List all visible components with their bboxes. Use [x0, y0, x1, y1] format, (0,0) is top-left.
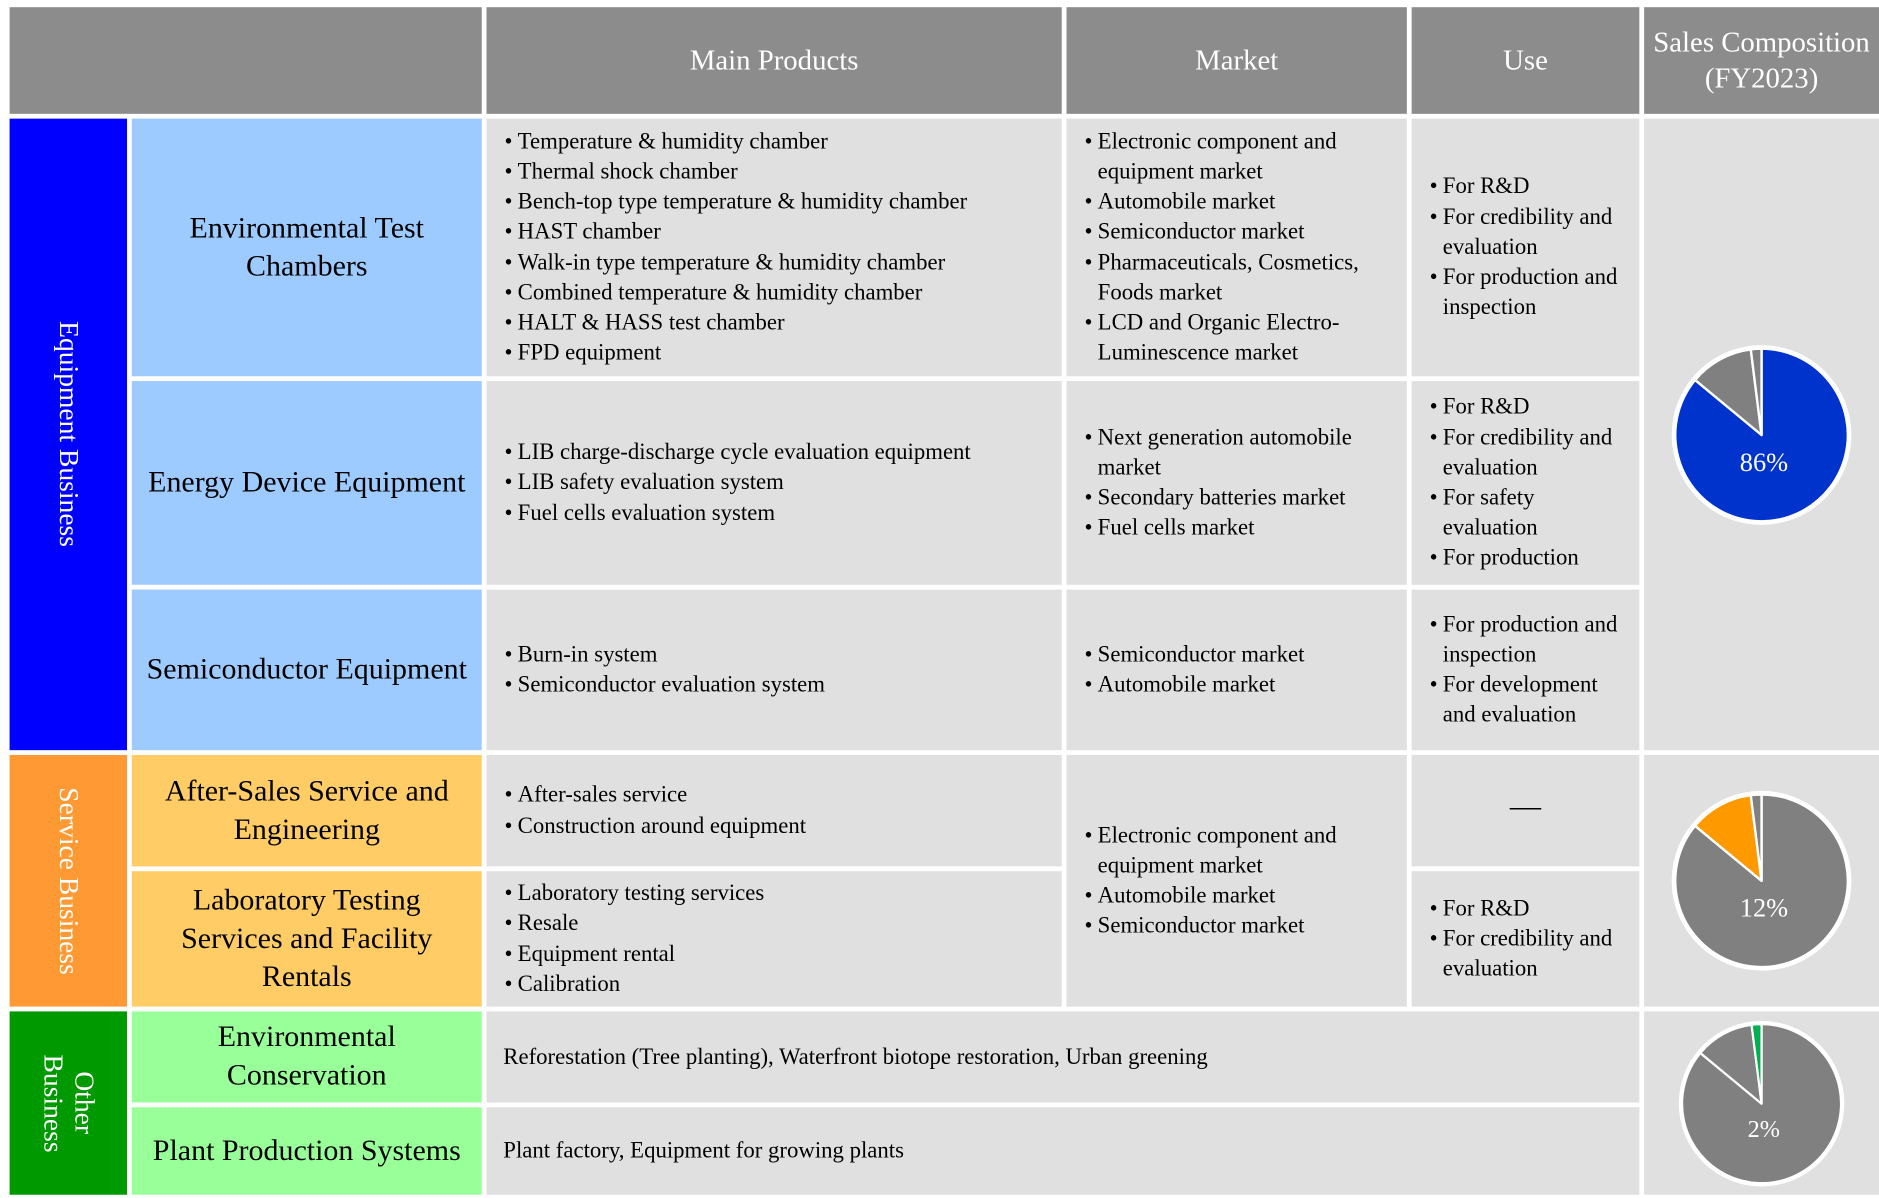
list-item: • Temperature & humidity chamber [505, 127, 1062, 157]
sales-pie-cell-equipment [1644, 119, 1879, 751]
list-item: • For R&D [1430, 392, 1635, 422]
segment-laboratory-testing: Laboratory Testing Services and Facility Rentals [132, 871, 482, 1006]
segment-environmental-test-chambers: Environmental Test Chambers [132, 119, 482, 377]
use-list-lab-testing [1430, 894, 1635, 985]
segment-after-sales-service: After-Sales Service and Engineering [132, 755, 482, 866]
header-sales-composition-line2: (FY2023) [1704, 62, 1819, 95]
list-item: • Electronic component and equipment market [1084, 127, 1399, 187]
products-list-energy [505, 438, 1062, 529]
use-cell-env-test [1412, 119, 1640, 377]
list-item: • LIB charge-discharge cycle evaluation equipment [505, 438, 1062, 468]
list-item: • For production and inspection [1430, 263, 1635, 323]
list-item: • LCD and Organic Electro-Luminescence market [1084, 308, 1399, 368]
use-list-energy [1430, 392, 1635, 573]
use-cell-semicon [1412, 590, 1640, 751]
list-item: • Burn-in system [505, 640, 1062, 670]
segment-energy-device-equipment: Energy Device Equipment [132, 381, 482, 585]
list-item: • After-sales service [505, 780, 1062, 810]
list-item: • For credibility and evaluation [1430, 924, 1635, 984]
use-list-semicon [1430, 609, 1635, 730]
products-list-after-sales [505, 780, 1062, 840]
list-item: • Next generation automobile market [1084, 423, 1399, 483]
products-cell-energy [487, 381, 1062, 585]
products-cell-lab-testing [487, 871, 1062, 1006]
header-blank-cell [10, 7, 482, 114]
list-item: • Automobile market [1084, 187, 1399, 217]
description-env-conservation: Reforestation (Tree planting), Waterfront biotope restoration, Urban greening [487, 1011, 1640, 1102]
market-list-service [1084, 820, 1399, 941]
equipment-business-label [10, 119, 127, 751]
sales-pie-cell-service [1644, 755, 1879, 1007]
list-item: • Semiconductor market [1084, 217, 1399, 247]
list-item: • FPD equipment [505, 338, 1062, 368]
market-list-energy [1084, 423, 1399, 544]
list-item: • Combined temperature & humidity chamber [505, 278, 1062, 308]
list-item: • For production and inspection [1430, 609, 1635, 669]
list-item: • Semiconductor evaluation system [505, 670, 1062, 700]
header-sales-composition-line1: Sales Composition [1653, 26, 1870, 59]
list-item: • Fuel cells market [1084, 513, 1399, 543]
equipment-business-text: Equipment Business [53, 321, 84, 548]
list-item: • For R&D [1430, 172, 1635, 202]
list-item: • For safety evaluation [1430, 483, 1635, 543]
use-cell-after-sales [1412, 755, 1640, 866]
sales-pie-chart-other [1678, 1019, 1846, 1187]
market-cell-energy [1067, 381, 1407, 585]
use-list-env-test [1430, 172, 1635, 323]
header-sales-composition [1644, 7, 1879, 114]
list-item: • Fuel cells evaluation system [505, 498, 1062, 528]
list-item: • Equipment rental [505, 939, 1062, 969]
list-item: • Secondary batteries market [1084, 483, 1399, 513]
list-item: • For credibility and evaluation [1430, 423, 1635, 483]
list-item: • Calibration [505, 969, 1062, 999]
list-item: • LIB safety evaluation system [505, 468, 1062, 498]
pie-percentage-label: 86% [1739, 447, 1789, 477]
list-item: • Automobile market [1084, 881, 1399, 911]
list-item: • Bench-top type temperature & humidity chamber [505, 187, 1062, 217]
products-list-lab-testing [505, 878, 1062, 999]
list-item: • For credibility and evaluation [1430, 202, 1635, 262]
service-business-label [10, 755, 127, 1007]
list-item: • For R&D [1430, 894, 1635, 924]
header-market: Market [1067, 7, 1407, 114]
list-item: • For development and evaluation [1430, 670, 1635, 730]
products-cell-env-test [487, 119, 1062, 377]
market-cell-semicon [1067, 590, 1407, 751]
list-item: • Construction around equipment [505, 811, 1062, 841]
other-business-text: Other Business [38, 1054, 100, 1153]
list-item: • Electronic component and equipment market [1084, 820, 1399, 880]
products-cell-semicon [487, 590, 1062, 751]
market-list-env-test [1084, 127, 1399, 369]
list-item: • HALT & HASS test chamber [505, 308, 1062, 338]
market-cell-service [1067, 755, 1407, 1007]
sales-pie-chart-equipment [1670, 343, 1852, 525]
list-item: • HAST chamber [505, 217, 1062, 247]
segment-environmental-conservation: Environmental Conservation [132, 1011, 482, 1102]
service-business-text: Service Business [53, 786, 84, 975]
pie-percentage-label: 12% [1739, 893, 1789, 923]
other-business-label [10, 1011, 127, 1194]
list-item: • Resale [505, 909, 1062, 939]
list-item: • Pharmaceuticals, Cosmetics, Foods market [1084, 247, 1399, 307]
products-list-semicon [505, 640, 1062, 700]
market-cell-env-test [1067, 119, 1407, 377]
list-item: • Semiconductor market [1084, 911, 1399, 941]
products-cell-after-sales [487, 755, 1062, 866]
sales-pie-chart-service [1670, 790, 1852, 972]
segment-semiconductor-equipment: Semiconductor Equipment [132, 590, 482, 751]
list-item: • Semiconductor market [1084, 640, 1399, 670]
market-list-semicon [1084, 640, 1399, 700]
pie-percentage-label: 2% [1747, 1115, 1780, 1143]
header-main-products: Main Products [487, 7, 1062, 114]
segment-plant-production: Plant Production Systems [132, 1107, 482, 1194]
list-item: • Thermal shock chamber [505, 157, 1062, 187]
sales-pie-cell-other [1644, 1011, 1879, 1194]
header-use: Use [1412, 7, 1640, 114]
list-item: • Automobile market [1084, 670, 1399, 700]
list-item: • Walk-in type temperature & humidity chamber [505, 247, 1062, 277]
use-cell-energy [1412, 381, 1640, 585]
use-dash: — [1509, 788, 1542, 824]
list-item: • For production [1430, 543, 1635, 573]
products-list-env-test [505, 127, 1062, 369]
description-plant-production: Plant factory, Equipment for growing plants [487, 1107, 1640, 1194]
use-cell-lab-testing [1412, 871, 1640, 1006]
list-item: • Laboratory testing services [505, 878, 1062, 908]
